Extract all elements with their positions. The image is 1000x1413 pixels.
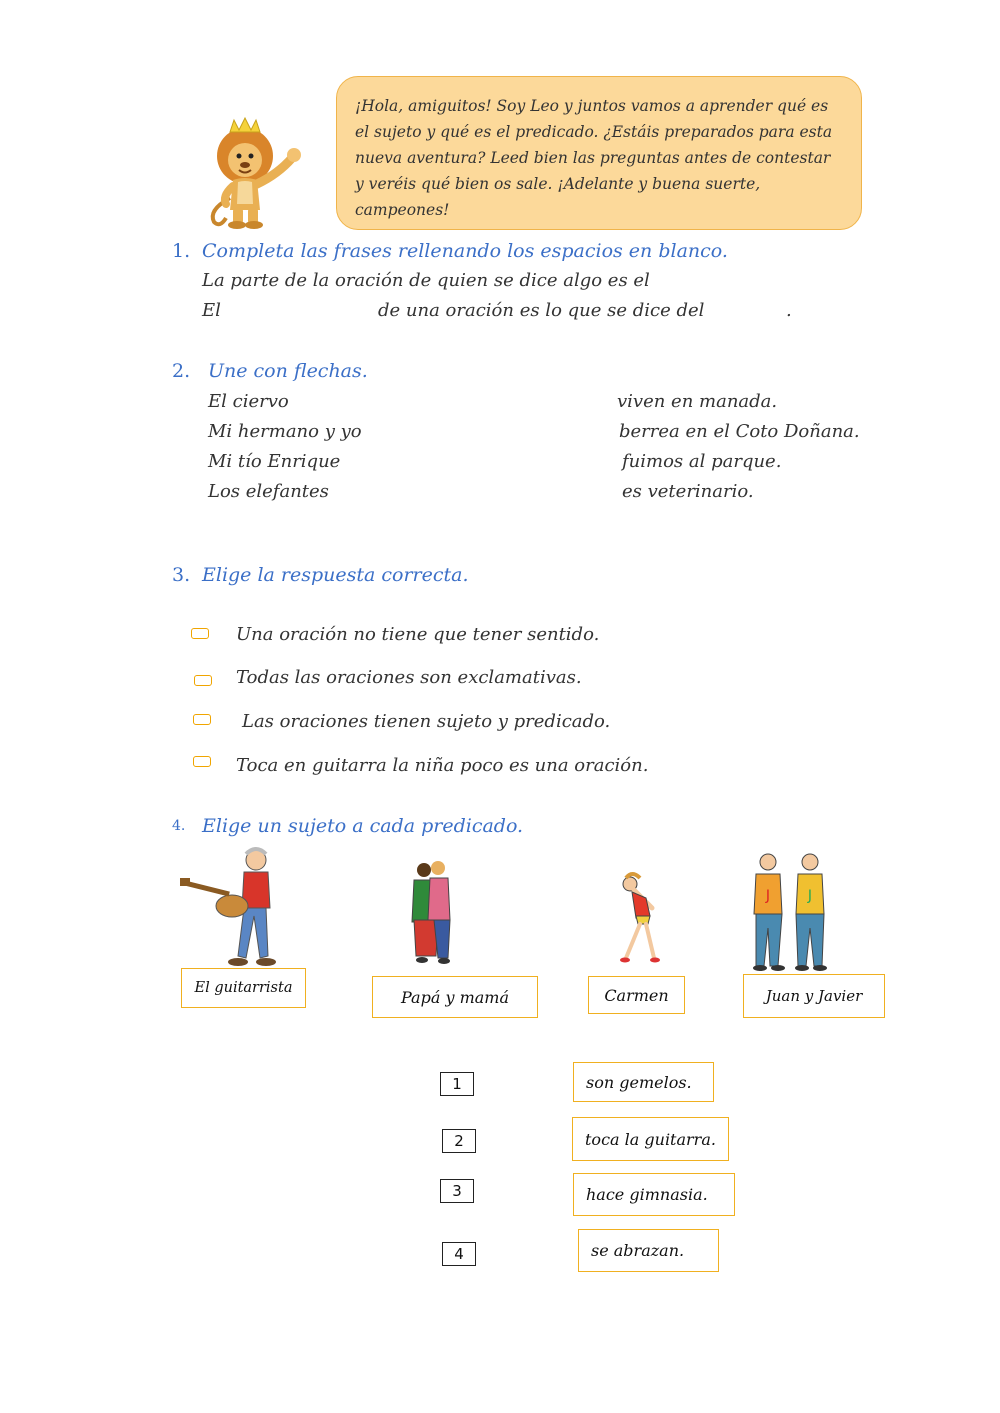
number-box[interactable]: 4 [442,1242,476,1266]
match-right-item[interactable]: berrea en el Coto Doñana. [619,421,860,442]
exercise-3-number: 3. [172,564,191,586]
subject-box[interactable]: Carmen [588,976,685,1014]
exercise-3-title: Elige la respuesta correcta. [202,564,469,586]
predicate-box[interactable]: hace gimnasia. [573,1173,735,1216]
subject-box[interactable]: El guitarrista [181,968,306,1008]
intro-speech-bubble [336,76,862,230]
exercise-4-number: 4. [172,818,186,834]
exercise-1-line-2-end: . [786,300,792,321]
match-right-item[interactable]: viven en manada. [617,391,778,412]
couple-hugging-illustration [408,860,456,966]
svg-text:J: J [807,888,813,904]
match-left-item[interactable]: Los elefantes [208,481,329,502]
exercise-1-number: 1. [172,240,191,262]
match-right-item[interactable]: fuimos al parque. [622,451,782,472]
match-left-item[interactable]: El ciervo [208,391,289,412]
blank-sujeto-field[interactable] [702,300,784,322]
option-checkbox[interactable] [191,628,209,639]
match-left-item[interactable]: Mi tío Enrique [208,451,341,472]
intro-text: ¡Hola, amiguitos! Soy Leo y juntos vamos a aprender qué es el sujeto y qué es el predicado. ¿Estáis preparados para esta nueva aventura? Leed bien las preguntas antes de contestar y veréis qué bien os sale. ¡Adelante y buena suerte, campeones! [355,97,833,219]
option-checkbox[interactable] [193,714,211,725]
number-box[interactable]: 2 [442,1129,476,1153]
guitarist-illustration [180,846,280,968]
subject-box[interactable]: Juan y Javier [743,974,885,1018]
option-checkbox[interactable] [193,756,211,767]
blank-predicado-field[interactable] [228,300,368,322]
exercise-1-line-2-start: El [202,300,221,321]
option-checkbox[interactable] [194,675,212,686]
svg-text:J: J [765,888,771,904]
match-right-item[interactable]: es veterinario. [622,481,754,502]
number-box[interactable]: 3 [440,1179,474,1203]
exercise-1-line-1: La parte de la oración de quien se dice algo es el [202,270,650,291]
subject-box[interactable]: Papá y mamá [372,976,538,1018]
option-label: Toca en guitarra la niña poco es una oración. [236,755,649,776]
match-left-item[interactable]: Mi hermano y yo [208,421,362,442]
predicate-box[interactable]: se abrazan. [578,1229,719,1272]
option-label: Las oraciones tienen sujeto y predicado. [242,711,611,732]
exercise-1-line-2-middle: de una oración es lo que se dice del [378,300,705,321]
exercise-2-title: Une con flechas. [208,360,368,382]
gymnast-illustration [612,868,668,964]
predicate-box[interactable]: son gemelos. [573,1062,714,1102]
twins-illustration [748,848,838,972]
exercise-1-title: Completa las frases rellenando los espacios en blanco. [202,240,728,262]
blank-sujeto-first-field[interactable] [645,270,765,292]
option-label: Todas las oraciones son exclamativas. [236,667,582,688]
lion-mascot-illustration [200,118,315,230]
number-box[interactable]: 1 [440,1072,474,1096]
option-label: Una oración no tiene que tener sentido. [236,624,600,645]
exercise-4-title: Elige un sujeto a cada predicado. [202,815,524,837]
exercise-2-number: 2. [172,360,191,382]
predicate-box[interactable]: toca la guitarra. [572,1117,729,1161]
